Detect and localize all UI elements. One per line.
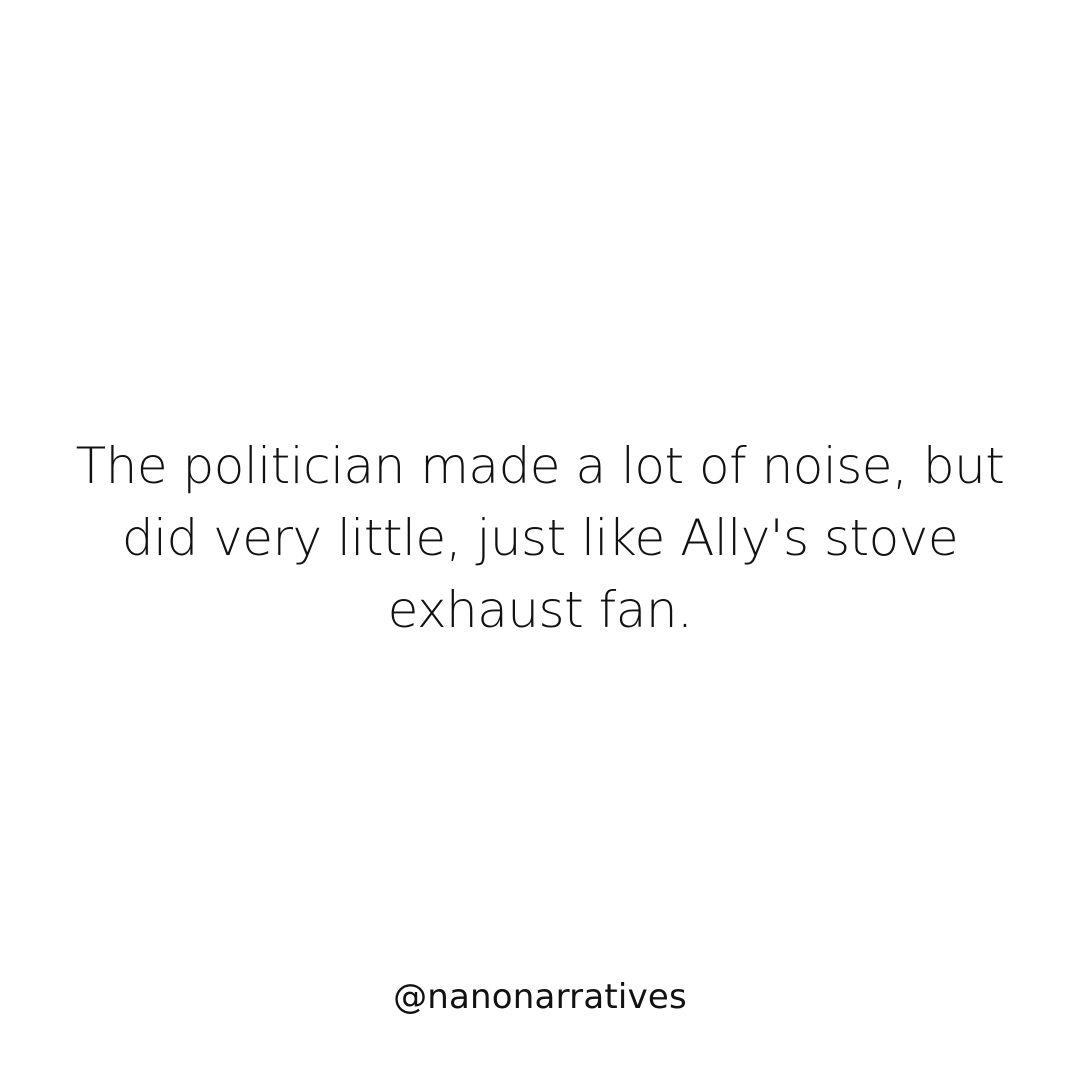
quote-line: exhaust fan. [387, 581, 693, 639]
author-handle: @nanonarratives [393, 977, 687, 1017]
quote-text [40, 430, 1040, 646]
quote-line: The politician made a lot of noise, but [75, 437, 1005, 495]
quote-line: did very little, just like Ally's stove [121, 509, 959, 567]
